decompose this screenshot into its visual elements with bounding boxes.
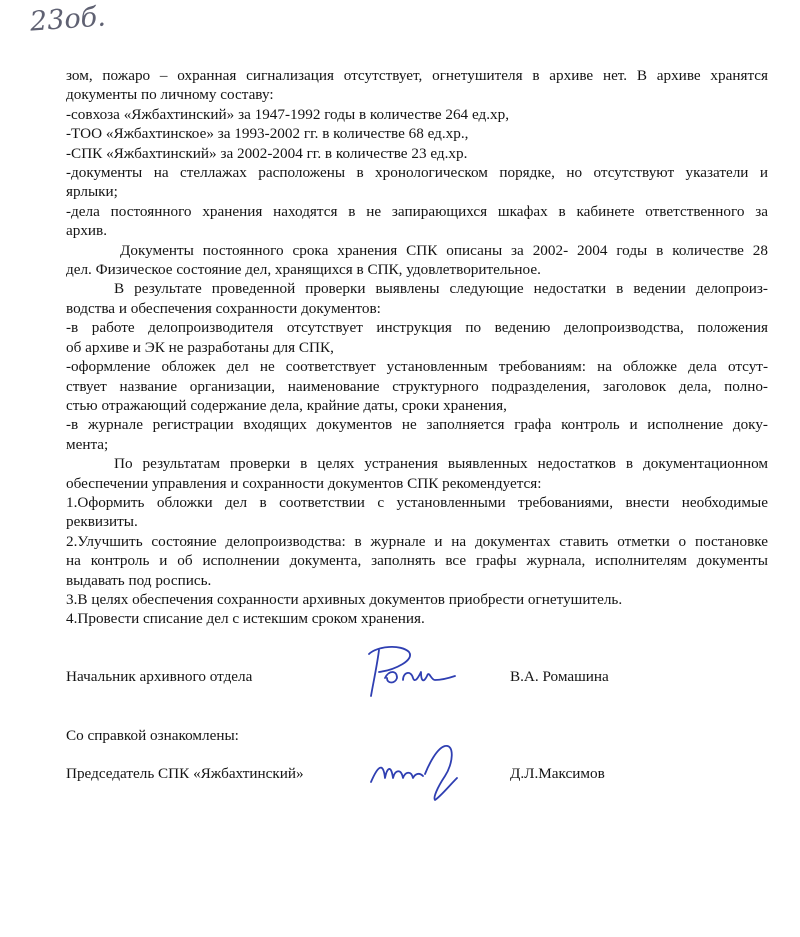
- text-line: -оформление обложек дел не соответствует установленным требованиям: на обложке дела отсут-: [66, 358, 768, 376]
- head-signature: [355, 640, 465, 704]
- text-line: ярлыки;: [66, 183, 118, 201]
- page-number: 23об.: [29, 1, 107, 38]
- document-body: [66, 66, 768, 629]
- text-line: 3.В целях обеспечения сохранности архивных документов приобрести огнетушитель.: [66, 590, 623, 608]
- text-line: на контроль и об исполнении документа, заполнять все графы журнала, исполнителям документы: [66, 552, 768, 570]
- acknowledged-label: Со справкой ознакомлены:: [66, 727, 239, 744]
- text-line: дел. Физическое состояние дел, хранящихся в СПК, удовлетворительное.: [66, 261, 541, 279]
- chairman-title: Председатель СПК «Яжбахтинский»: [66, 765, 304, 782]
- text-line: В результате проведенной проверки выявлены следующие недостатки в ведении делопроиз-: [114, 280, 768, 298]
- text-line: -совхоза «Яжбахтинский» за 1947-1992 годы в количестве 264 ед.хр,: [66, 105, 510, 123]
- text-line: водства и обеспечения сохранности документов:: [66, 299, 381, 317]
- text-line: об архиве и ЭК не разработаны для СПК,: [66, 338, 334, 356]
- head-name: В.А. Ромашина: [510, 668, 609, 685]
- text-line: -дела постоянного хранения находятся в не запирающихся шкафах в кабинете ответственного за: [66, 202, 768, 220]
- text-line: архив.: [66, 222, 108, 240]
- text-line: -документы на стеллажах расположены в хронологическом порядке, но отсутствуют указатели и: [66, 164, 768, 182]
- text-line: По результатам проверки в целях устранения выявленных недостатков в документационном: [114, 455, 768, 473]
- text-line: 1.Оформить обложки дел в соответствии с установленными требованиями, внести необходимые: [66, 493, 768, 511]
- text-line: выдавать под роспись.: [66, 571, 212, 589]
- text-line: мента;: [66, 435, 109, 453]
- head-title: Начальник архивного отдела: [66, 668, 253, 685]
- text-line: обеспечении управления и сохранности документов СПК рекомендуется:: [66, 474, 542, 492]
- text-line: -в работе делопроизводителя отсутствует инструкция по ведению делопроизводства, положения: [66, 319, 768, 337]
- text-line: документы по личному составу:: [66, 86, 274, 104]
- chairman-signature: [365, 738, 475, 808]
- chairman-name: Д.Л.Максимов: [510, 765, 605, 782]
- text-line: -СПК «Яжбахтинский» за 2002-2004 гг. в количестве 23 ед.хр.: [66, 144, 468, 162]
- text-line: зом, пожаро – охранная сигнализация отсутствует, огнетушителя в архиве нет. В архиве хранятся: [66, 67, 768, 84]
- text-line: 2.Улучшить состояние делопроизводства: в журнале и на документах ставить отметки о постановке: [66, 532, 768, 550]
- text-line: стью отражающий содержание дела, крайние даты, сроки хранения,: [66, 396, 507, 414]
- text-line: Документы постоянного срока хранения СПК описаны за 2002- 2004 годы в количестве 28: [120, 241, 768, 259]
- text-line: -ТОО «Яжбахтинское» за 1993-2002 гг. в количестве 68 ед.хр.,: [66, 125, 469, 143]
- text-line: 4.Провести списание дел с истекшим сроком хранения.: [66, 610, 425, 628]
- text-line: -в журнале регистрации входящих документов не заполняется графа контроль и исполнение доку-: [66, 416, 768, 434]
- text-line: реквизиты.: [66, 513, 138, 531]
- text-line: ствует название организации, наименование структурного подразделения, заголовок дела, полно-: [66, 377, 768, 395]
